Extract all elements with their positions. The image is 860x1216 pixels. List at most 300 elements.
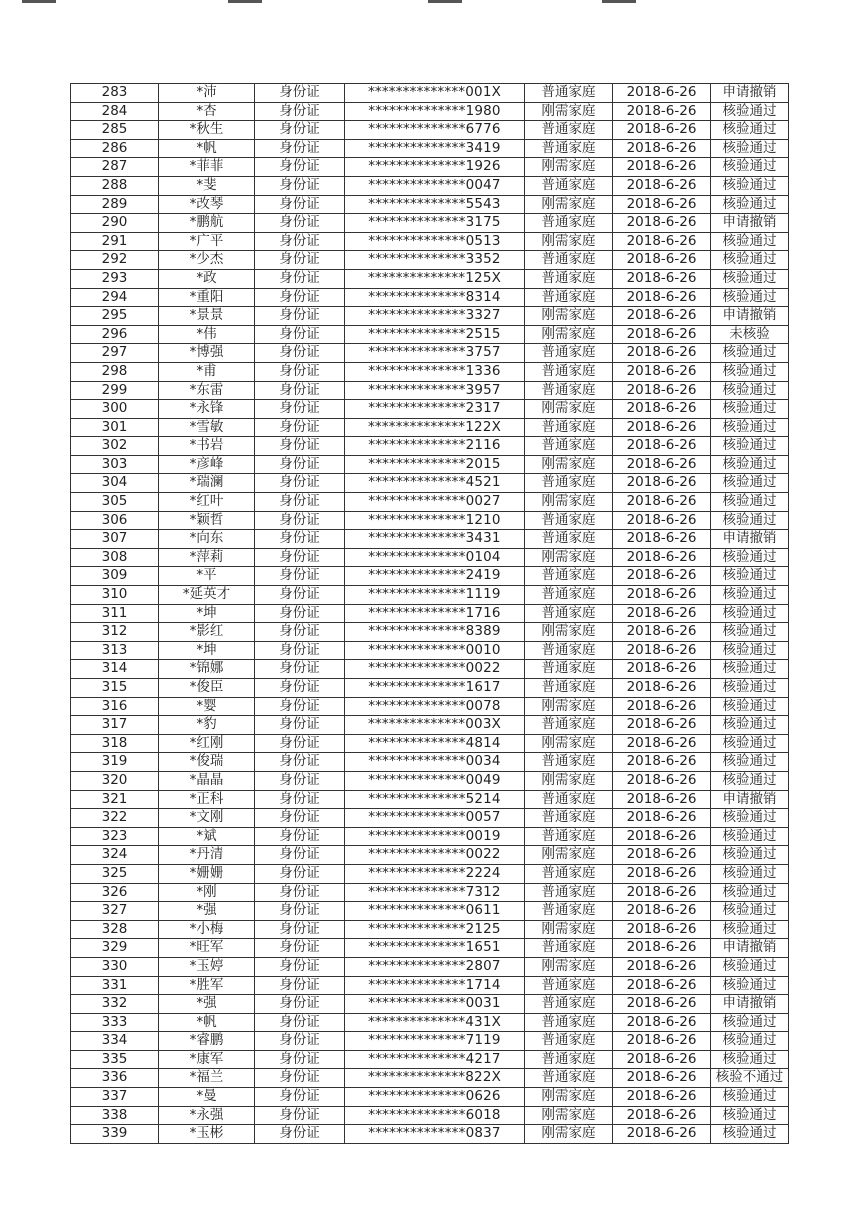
applicant-name: *改琴 — [159, 195, 255, 214]
row-number: 317 — [71, 716, 159, 735]
id-type: 身份证 — [255, 121, 345, 140]
date: 2018-6-26 — [613, 455, 711, 474]
id-type: 身份证 — [255, 455, 345, 474]
household-type: 刚需家庭 — [525, 1125, 613, 1144]
household-type: 刚需家庭 — [525, 846, 613, 865]
table-row — [71, 195, 789, 214]
household-type: 刚需家庭 — [525, 400, 613, 419]
row-number: 292 — [71, 251, 159, 270]
table-row — [71, 734, 789, 753]
id-type: 身份证 — [255, 734, 345, 753]
date: 2018-6-26 — [613, 362, 711, 381]
status: 核验通过 — [711, 660, 789, 679]
id-number: **************2515 — [345, 325, 525, 344]
row-number: 324 — [71, 846, 159, 865]
household-type: 普通家庭 — [525, 139, 613, 158]
applicant-name: *永锋 — [159, 400, 255, 419]
id-type: 身份证 — [255, 418, 345, 437]
id-number: **************0104 — [345, 548, 525, 567]
id-type: 身份证 — [255, 790, 345, 809]
household-type: 刚需家庭 — [525, 957, 613, 976]
status: 申请撤销 — [711, 214, 789, 233]
status: 申请撤销 — [711, 939, 789, 958]
row-number: 319 — [71, 753, 159, 772]
row-number: 338 — [71, 1106, 159, 1125]
date: 2018-6-26 — [613, 325, 711, 344]
household-type: 普通家庭 — [525, 827, 613, 846]
status: 核验通过 — [711, 1032, 789, 1051]
id-type: 身份证 — [255, 269, 345, 288]
row-number: 296 — [71, 325, 159, 344]
status: 核验通过 — [711, 176, 789, 195]
date: 2018-6-26 — [613, 734, 711, 753]
applicant-name: *正科 — [159, 790, 255, 809]
household-type: 普通家庭 — [525, 660, 613, 679]
applicant-name: *甫 — [159, 362, 255, 381]
id-number: **************0611 — [345, 902, 525, 921]
table-row — [71, 548, 789, 567]
table-row — [71, 511, 789, 530]
applicant-name: *少杰 — [159, 251, 255, 270]
applicant-name: *旺军 — [159, 939, 255, 958]
household-type: 普通家庭 — [525, 214, 613, 233]
id-number: **************0027 — [345, 493, 525, 512]
id-number: **************3431 — [345, 530, 525, 549]
household-type: 刚需家庭 — [525, 325, 613, 344]
id-type: 身份证 — [255, 1013, 345, 1032]
applicant-name: *锦娜 — [159, 660, 255, 679]
date: 2018-6-26 — [613, 400, 711, 419]
applicant-name: *景景 — [159, 307, 255, 326]
household-type: 普通家庭 — [525, 679, 613, 698]
table-row — [71, 1088, 789, 1107]
household-type: 普通家庭 — [525, 586, 613, 605]
id-type: 身份证 — [255, 716, 345, 735]
id-type: 身份证 — [255, 1069, 345, 1088]
applicant-name: *萍莉 — [159, 548, 255, 567]
row-number: 304 — [71, 474, 159, 493]
applicant-name: *文刚 — [159, 809, 255, 828]
applicant-name: *东雷 — [159, 381, 255, 400]
household-type: 普通家庭 — [525, 939, 613, 958]
id-type: 身份证 — [255, 344, 345, 363]
row-number: 331 — [71, 976, 159, 995]
date: 2018-6-26 — [613, 493, 711, 512]
date: 2018-6-26 — [613, 158, 711, 177]
date: 2018-6-26 — [613, 251, 711, 270]
row-number: 316 — [71, 697, 159, 716]
id-number: **************4217 — [345, 1050, 525, 1069]
applicant-name: *刚 — [159, 883, 255, 902]
row-number: 287 — [71, 158, 159, 177]
row-number: 283 — [71, 84, 159, 103]
id-number: **************001X — [345, 84, 525, 103]
table-row — [71, 121, 789, 140]
applicant-name: *沛 — [159, 84, 255, 103]
table-row — [71, 641, 789, 660]
scan-mark — [428, 0, 462, 3]
table-row — [71, 660, 789, 679]
row-number: 312 — [71, 623, 159, 642]
table-row — [71, 1069, 789, 1088]
date: 2018-6-26 — [613, 1032, 711, 1051]
id-number: **************8314 — [345, 288, 525, 307]
table-row — [71, 362, 789, 381]
row-number: 295 — [71, 307, 159, 326]
id-type: 身份证 — [255, 771, 345, 790]
status: 核验通过 — [711, 957, 789, 976]
row-number: 322 — [71, 809, 159, 828]
status: 核验通过 — [711, 158, 789, 177]
row-number: 335 — [71, 1050, 159, 1069]
status: 核验通过 — [711, 976, 789, 995]
id-type: 身份证 — [255, 1088, 345, 1107]
id-type: 身份证 — [255, 139, 345, 158]
id-number: **************2125 — [345, 920, 525, 939]
status: 核验通过 — [711, 846, 789, 865]
id-type: 身份证 — [255, 883, 345, 902]
row-number: 300 — [71, 400, 159, 419]
status: 核验通过 — [711, 716, 789, 735]
household-type: 普通家庭 — [525, 121, 613, 140]
status: 核验通过 — [711, 400, 789, 419]
date: 2018-6-26 — [613, 771, 711, 790]
status: 核验通过 — [711, 753, 789, 772]
applicant-name: *瑞澜 — [159, 474, 255, 493]
household-type: 普通家庭 — [525, 362, 613, 381]
status: 核验通过 — [711, 604, 789, 623]
table-row — [71, 1106, 789, 1125]
id-type: 身份证 — [255, 288, 345, 307]
table-row — [71, 1013, 789, 1032]
applicant-name: *博强 — [159, 344, 255, 363]
id-number: **************8389 — [345, 623, 525, 642]
date: 2018-6-26 — [613, 1106, 711, 1125]
household-type: 普通家庭 — [525, 604, 613, 623]
table-row — [71, 400, 789, 419]
id-type: 身份证 — [255, 158, 345, 177]
row-number: 284 — [71, 102, 159, 121]
id-type: 身份证 — [255, 474, 345, 493]
date: 2018-6-26 — [613, 697, 711, 716]
status: 核验通过 — [711, 734, 789, 753]
household-type: 刚需家庭 — [525, 158, 613, 177]
date: 2018-6-26 — [613, 827, 711, 846]
table-row — [71, 846, 789, 865]
id-number: **************1617 — [345, 679, 525, 698]
row-number: 305 — [71, 493, 159, 512]
household-type: 普通家庭 — [525, 344, 613, 363]
id-number: **************0031 — [345, 995, 525, 1014]
household-type: 普通家庭 — [525, 251, 613, 270]
date: 2018-6-26 — [613, 84, 711, 103]
id-type: 身份证 — [255, 232, 345, 251]
id-number: **************2116 — [345, 437, 525, 456]
row-number: 315 — [71, 679, 159, 698]
id-number: **************822X — [345, 1069, 525, 1088]
status: 核验通过 — [711, 232, 789, 251]
status: 核验通过 — [711, 1050, 789, 1069]
applicant-name: *颖哲 — [159, 511, 255, 530]
table-row — [71, 976, 789, 995]
household-type: 普通家庭 — [525, 511, 613, 530]
household-type: 普通家庭 — [525, 269, 613, 288]
applicant-name: *伟 — [159, 325, 255, 344]
row-number: 313 — [71, 641, 159, 660]
household-type: 刚需家庭 — [525, 493, 613, 512]
table-row — [71, 1050, 789, 1069]
status: 核验不通过 — [711, 1069, 789, 1088]
table-row — [71, 827, 789, 846]
date: 2018-6-26 — [613, 1125, 711, 1144]
status: 核验通过 — [711, 269, 789, 288]
table-row — [71, 158, 789, 177]
date: 2018-6-26 — [613, 474, 711, 493]
id-number: **************1210 — [345, 511, 525, 530]
id-type: 身份证 — [255, 530, 345, 549]
date: 2018-6-26 — [613, 437, 711, 456]
status: 核验通过 — [711, 567, 789, 586]
status: 核验通过 — [711, 641, 789, 660]
status: 核验通过 — [711, 381, 789, 400]
date: 2018-6-26 — [613, 679, 711, 698]
applicant-name: *帆 — [159, 139, 255, 158]
id-type: 身份证 — [255, 548, 345, 567]
table-row — [71, 176, 789, 195]
row-number: 321 — [71, 790, 159, 809]
id-number: **************1651 — [345, 939, 525, 958]
row-number: 293 — [71, 269, 159, 288]
status: 核验通过 — [711, 827, 789, 846]
household-type: 刚需家庭 — [525, 734, 613, 753]
applicant-name: *广平 — [159, 232, 255, 251]
date: 2018-6-26 — [613, 1069, 711, 1088]
table-row — [71, 790, 789, 809]
applicant-name: *斐 — [159, 176, 255, 195]
date: 2018-6-26 — [613, 1050, 711, 1069]
household-type: 普通家庭 — [525, 84, 613, 103]
status: 申请撤销 — [711, 530, 789, 549]
applicant-name: *俊臣 — [159, 679, 255, 698]
status: 核验通过 — [711, 623, 789, 642]
household-type: 普通家庭 — [525, 437, 613, 456]
applicant-name: *向东 — [159, 530, 255, 549]
date: 2018-6-26 — [613, 102, 711, 121]
household-type: 普通家庭 — [525, 902, 613, 921]
date: 2018-6-26 — [613, 586, 711, 605]
applicant-name: *秋生 — [159, 121, 255, 140]
applicant-name: *帆 — [159, 1013, 255, 1032]
id-number: **************0057 — [345, 809, 525, 828]
table-row — [71, 902, 789, 921]
table-row — [71, 437, 789, 456]
table-row — [71, 530, 789, 549]
table-row — [71, 493, 789, 512]
id-type: 身份证 — [255, 864, 345, 883]
id-type: 身份证 — [255, 1106, 345, 1125]
date: 2018-6-26 — [613, 623, 711, 642]
id-number: **************2224 — [345, 864, 525, 883]
row-number: 302 — [71, 437, 159, 456]
table-row — [71, 307, 789, 326]
household-type: 普通家庭 — [525, 809, 613, 828]
applicant-name: *曼 — [159, 1088, 255, 1107]
date: 2018-6-26 — [613, 307, 711, 326]
status: 核验通过 — [711, 139, 789, 158]
id-number: **************0010 — [345, 641, 525, 660]
status: 申请撤销 — [711, 995, 789, 1014]
row-number: 308 — [71, 548, 159, 567]
id-type: 身份证 — [255, 381, 345, 400]
id-number: **************0047 — [345, 176, 525, 195]
table-row — [71, 344, 789, 363]
status: 核验通过 — [711, 511, 789, 530]
id-number: **************3957 — [345, 381, 525, 400]
table-row — [71, 455, 789, 474]
id-number: **************5543 — [345, 195, 525, 214]
applicant-name: *斌 — [159, 827, 255, 846]
id-type: 身份证 — [255, 586, 345, 605]
row-number: 329 — [71, 939, 159, 958]
row-number: 339 — [71, 1125, 159, 1144]
id-type: 身份证 — [255, 1050, 345, 1069]
household-type: 普通家庭 — [525, 641, 613, 660]
table-row — [71, 771, 789, 790]
applicant-name: *强 — [159, 902, 255, 921]
id-number: **************0837 — [345, 1125, 525, 1144]
table-row — [71, 883, 789, 902]
date: 2018-6-26 — [613, 902, 711, 921]
status: 核验通过 — [711, 288, 789, 307]
id-type: 身份证 — [255, 809, 345, 828]
id-number: **************2015 — [345, 455, 525, 474]
id-type: 身份证 — [255, 939, 345, 958]
row-number: 314 — [71, 660, 159, 679]
household-type: 刚需家庭 — [525, 771, 613, 790]
status: 核验通过 — [711, 809, 789, 828]
row-number: 328 — [71, 920, 159, 939]
status: 核验通过 — [711, 251, 789, 270]
date: 2018-6-26 — [613, 604, 711, 623]
applicant-name: *坤 — [159, 604, 255, 623]
applicant-name: *杏 — [159, 102, 255, 121]
row-number: 290 — [71, 214, 159, 233]
applicant-name: *红刚 — [159, 734, 255, 753]
id-number: **************1716 — [345, 604, 525, 623]
date: 2018-6-26 — [613, 716, 711, 735]
applicant-name: *红叶 — [159, 493, 255, 512]
date: 2018-6-26 — [613, 883, 711, 902]
id-type: 身份证 — [255, 84, 345, 103]
id-type: 身份证 — [255, 102, 345, 121]
row-number: 289 — [71, 195, 159, 214]
id-number: **************3175 — [345, 214, 525, 233]
id-number: **************3757 — [345, 344, 525, 363]
id-type: 身份证 — [255, 1125, 345, 1144]
status: 核验通过 — [711, 1088, 789, 1107]
table-row — [71, 567, 789, 586]
table-row — [71, 995, 789, 1014]
row-number: 336 — [71, 1069, 159, 1088]
row-number: 285 — [71, 121, 159, 140]
id-type: 身份证 — [255, 437, 345, 456]
id-number: **************431X — [345, 1013, 525, 1032]
id-type: 身份证 — [255, 957, 345, 976]
id-number: **************0022 — [345, 846, 525, 865]
household-type: 普通家庭 — [525, 288, 613, 307]
date: 2018-6-26 — [613, 176, 711, 195]
applicant-name: *豹 — [159, 716, 255, 735]
row-number: 318 — [71, 734, 159, 753]
id-type: 身份证 — [255, 251, 345, 270]
table-row — [71, 679, 789, 698]
id-number: **************4814 — [345, 734, 525, 753]
status: 核验通过 — [711, 864, 789, 883]
household-type: 刚需家庭 — [525, 623, 613, 642]
table-row — [71, 753, 789, 772]
household-type: 普通家庭 — [525, 176, 613, 195]
table-row — [71, 716, 789, 735]
status: 申请撤销 — [711, 790, 789, 809]
date: 2018-6-26 — [613, 809, 711, 828]
date: 2018-6-26 — [613, 753, 711, 772]
date: 2018-6-26 — [613, 957, 711, 976]
status: 核验通过 — [711, 455, 789, 474]
id-type: 身份证 — [255, 623, 345, 642]
table-row — [71, 325, 789, 344]
household-type: 刚需家庭 — [525, 920, 613, 939]
row-number: 306 — [71, 511, 159, 530]
row-number: 286 — [71, 139, 159, 158]
row-number: 299 — [71, 381, 159, 400]
id-number: **************125X — [345, 269, 525, 288]
id-number: **************0626 — [345, 1088, 525, 1107]
status: 核验通过 — [711, 418, 789, 437]
id-number: **************2317 — [345, 400, 525, 419]
date: 2018-6-26 — [613, 139, 711, 158]
applicant-name: *福兰 — [159, 1069, 255, 1088]
row-number: 303 — [71, 455, 159, 474]
table-row — [71, 474, 789, 493]
id-type: 身份证 — [255, 697, 345, 716]
date: 2018-6-26 — [613, 1088, 711, 1107]
applicant-name: *丹清 — [159, 846, 255, 865]
applicant-name: *菲菲 — [159, 158, 255, 177]
status: 核验通过 — [711, 548, 789, 567]
applicant-name: *平 — [159, 567, 255, 586]
id-type: 身份证 — [255, 567, 345, 586]
id-number: **************6018 — [345, 1106, 525, 1125]
id-type: 身份证 — [255, 902, 345, 921]
applicant-table — [70, 83, 789, 1144]
id-type: 身份证 — [255, 176, 345, 195]
household-type: 刚需家庭 — [525, 548, 613, 567]
status: 核验通过 — [711, 1013, 789, 1032]
id-number: **************003X — [345, 716, 525, 735]
id-number: **************2419 — [345, 567, 525, 586]
table-row — [71, 623, 789, 642]
date: 2018-6-26 — [613, 381, 711, 400]
date: 2018-6-26 — [613, 269, 711, 288]
household-type: 普通家庭 — [525, 418, 613, 437]
row-number: 310 — [71, 586, 159, 605]
household-type: 刚需家庭 — [525, 195, 613, 214]
id-type: 身份证 — [255, 920, 345, 939]
id-type: 身份证 — [255, 1032, 345, 1051]
date: 2018-6-26 — [613, 976, 711, 995]
table-body — [71, 84, 789, 1144]
id-type: 身份证 — [255, 511, 345, 530]
